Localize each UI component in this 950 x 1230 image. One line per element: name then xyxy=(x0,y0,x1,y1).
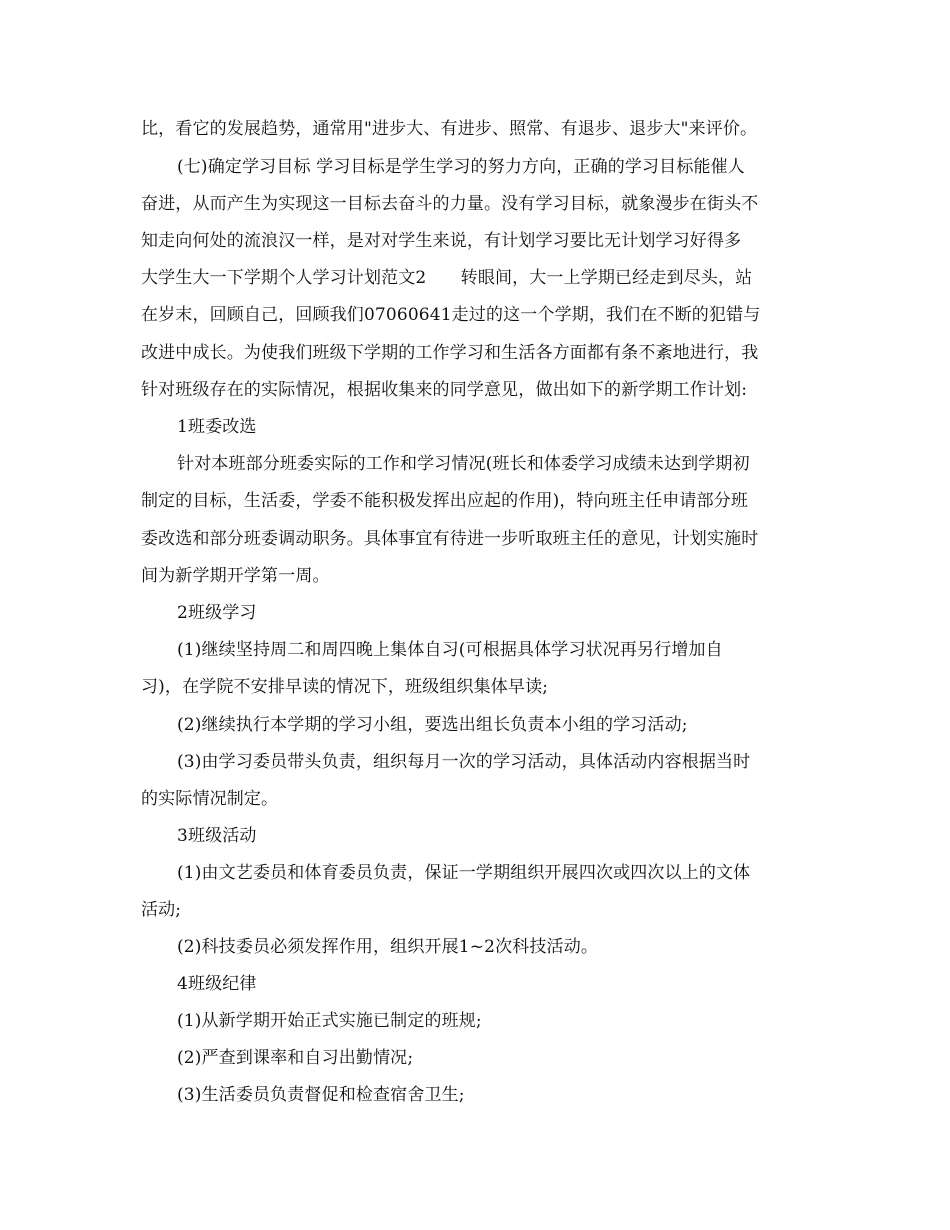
text-line: 大学生大一下学期个人学习计划范文2 转眼间，大一上学期已经走到尽头，站 xyxy=(141,268,753,288)
section-heading: 2班级学习 xyxy=(177,603,257,623)
text-line: 间为新学期开学第一周。 xyxy=(141,566,330,586)
text-line: (1)从新学期开始正式实施已制定的班规; xyxy=(177,1011,482,1031)
text-line: (3)生活委员负责督促和检查宿舍卫生; xyxy=(177,1085,465,1105)
text-line: (七)确定学习目标 学习目标是学生学习的努力方向，正确的学习目标能催人 xyxy=(177,157,745,177)
text-line: (1)继续坚持周二和周四晚上集体自习(可根据具体学习状况再另行增加自 xyxy=(177,640,723,660)
text-line: 奋进，从而产生为实现这一目标去奋斗的力量。没有学习目标，就象漫步在街头不 xyxy=(141,194,759,214)
text-line: (2)严查到课率和自习出勤情况; xyxy=(177,1048,414,1068)
text-line: 针对班级存在的实际情况，根据收集来的同学意见，做出如下的新学期工作计划: xyxy=(141,380,748,400)
section-heading: 3班级活动 xyxy=(177,826,257,846)
text-line: 改进中成长。为使我们班级下学期的工作学习和生活各方面都有条不紊地进行，我 xyxy=(141,343,759,363)
text-line: 比，看它的发展趋势，通常用"进步大、有进步、照常、有退步、退步大"来评价。 xyxy=(141,119,758,139)
text-line: (1)由文艺委员和体育委员负责，保证一学期组织开展四次或四次以上的文体 xyxy=(177,863,751,883)
text-line: 的实际情况制定。 xyxy=(141,789,279,809)
text-line: 知走向何处的流浪汉一样，是对对学生来说，有计划学习要比无计划学习好得多 xyxy=(141,231,742,251)
text-line: 习)，在学院不安排早读的情况下，班级组织集体早读; xyxy=(141,677,549,697)
text-line: 针对本班部分班委实际的工作和学习情况(班长和体委学习成绩未达到学期初 xyxy=(177,454,750,474)
text-line: (2)继续执行本学期的学习小组，要选出组长负责本小组的学习活动; xyxy=(177,715,688,735)
section-heading: 4班级纪律 xyxy=(177,974,257,994)
text-line: (2)科技委员必须发挥作用，组织开展1~2次科技活动。 xyxy=(177,937,599,957)
text-line: 制定的目标，生活委，学委不能积极发挥出应起的作用)，特向班主任申请部分班 xyxy=(141,491,749,511)
text-line: 在岁末，回顾自己，回顾我们07060641走过的这一个学期，我们在不断的犯错与 xyxy=(141,305,761,325)
text-line: 活动; xyxy=(141,900,182,920)
text-line: 委改选和部分班委调动职务。具体事宜有待进一步听取班主任的意见，计划实施时 xyxy=(141,529,759,549)
section-heading: 1班委改选 xyxy=(177,417,257,437)
text-line: (3)由学习委员带头负责，组织每月一次的学习活动，具体活动内容根据当时 xyxy=(177,752,751,772)
